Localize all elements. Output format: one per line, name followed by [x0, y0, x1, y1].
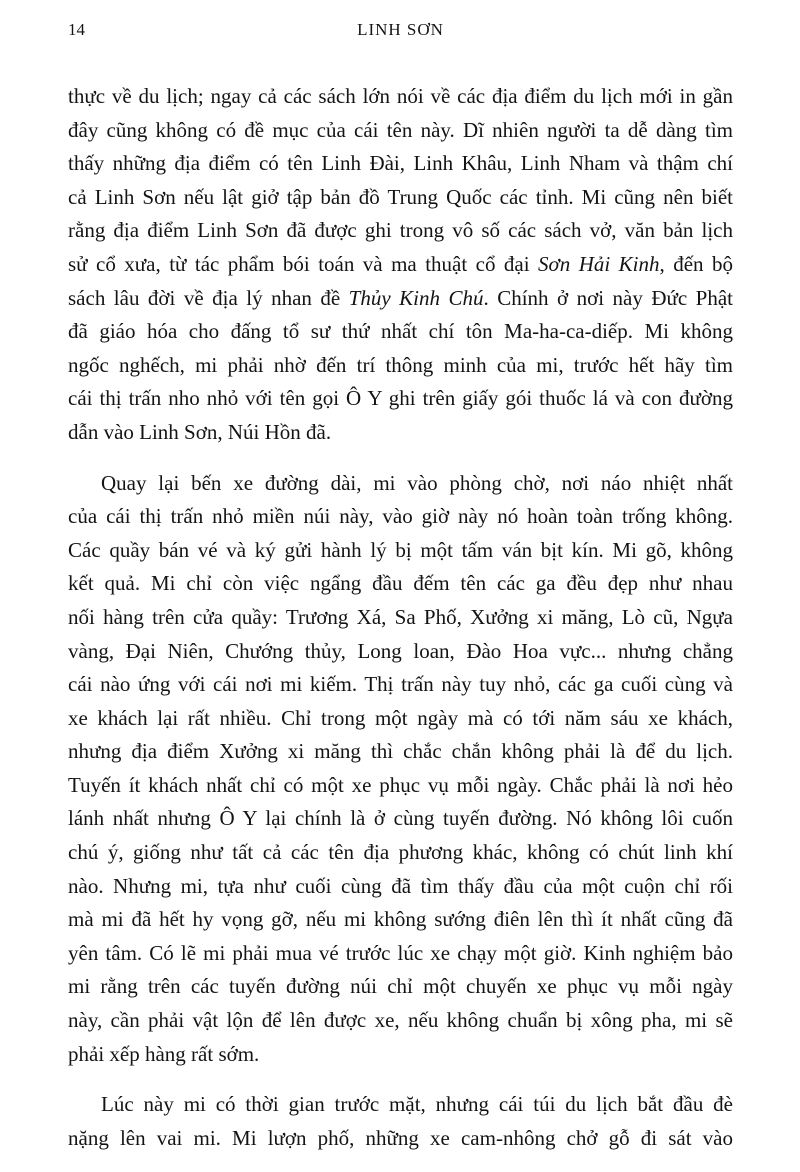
- text-line: cái nào ứng với cái nơi mi kiếm. Thị trấn này tuy nhỏ, các ga cuối cùng và: [68, 672, 733, 697]
- text-line: nối hàng trên cửa quầy: Trương Xá, Sa Phố, Xưởng xi măng, Lò cũ, Ngựa: [68, 604, 733, 629]
- text-line: nào. Nhưng mi, tựa như cuối cùng đã tìm thấy đầu của một cuộn chỉ rối: [68, 873, 733, 898]
- text-line: mi rằng trên các tuyến đường núi chỉ một chuyến xe phục vụ mỗi ngày: [68, 974, 733, 999]
- text-line: thấy những địa điểm có tên Linh Đài, Linh Khâu, Linh Nham và thậm chí: [68, 151, 733, 176]
- text-line: [68, 248, 733, 282]
- text-line: cái thị trấn nho nhỏ với tên gọi Ô Y ghi trên giấy gói thuốc lá và con đường: [68, 386, 733, 411]
- text-line: đã giáo hóa cho đấng tổ sư thứ nhất chí tôn Ma-ha-ca-diếp. Mi không: [68, 319, 733, 344]
- text-line: này, cần phải vật lộn để lên được xe, nếu không chuẩn bị xông pha, mi sẽ: [68, 1008, 733, 1033]
- italic-book-title: Sơn Hải Kinh: [538, 251, 660, 276]
- text-line: kết quả. Mi chỉ còn việc ngẩng đầu đếm tên các ga đều đẹp như nhau: [68, 571, 733, 596]
- text-line: đây cũng không có đề mục của cái tên này. Dĩ nhiên người ta dễ dàng tìm: [68, 117, 733, 142]
- text-line: vàng, Đại Niên, Chướng thủy, Long loan, Đào Hoa vực... nhưng chẳng: [68, 638, 733, 663]
- text-line: thực về du lịch; ngay cả các sách lớn nói về các địa điểm du lịch mới in gần: [68, 84, 733, 108]
- text-line: của cái thị trấn nhỏ miền núi này, vào giờ này nó hoàn toàn trống không.: [68, 504, 733, 529]
- paragraph: [68, 80, 733, 450]
- page-number: 14: [68, 20, 85, 39]
- text-line: yên tâm. Có lẽ mi phải mua vé trước lúc xe chạy một giờ. Kinh nghiệm bảo: [68, 940, 733, 965]
- text-line: lánh nhất nhưng Ô Y lại chính là ở cùng tuyến đường. Nó không lôi cuốn: [68, 806, 733, 831]
- text-segment: sử cổ xưa, từ tác phẩm bói toán và ma thuật cổ đại: [68, 251, 539, 276]
- text-line: cả Linh Sơn nếu lật giở tập bản đồ Trung Quốc các tỉnh. Mi cũng nên biết: [68, 184, 733, 209]
- text-segment: . Chính ở nơi này Đức Phật: [483, 285, 733, 310]
- paragraph: [68, 467, 733, 1072]
- text-line: xe khách lại rất nhiều. Chỉ trong một ngày mà có tới năm sáu xe khách,: [68, 705, 733, 730]
- text-line: rằng địa điểm Linh Sơn đã được ghi trong vô số các sách vở, văn bản lịch: [68, 218, 733, 243]
- text-line: ngốc nghếch, mi phải nhờ đến trí thông minh của mi, trước hết hãy tìm: [68, 352, 733, 377]
- text-segment: , đến bộ: [659, 251, 733, 276]
- text-line: nhưng địa điểm Xưởng xi măng thì chắc chắn không phải là để du lịch.: [68, 739, 733, 764]
- text-segment: sách lâu đời về địa lý nhan đề: [68, 285, 349, 310]
- text-line: Lúc này mi có thời gian trước mặt, nhưng cái túi du lịch bắt đầu đè: [101, 1092, 733, 1117]
- running-title: LINH SƠN: [357, 20, 444, 39]
- text-line: phải xếp hàng rất sớm.: [68, 1041, 260, 1066]
- text-line: Quay lại bến xe đường dài, mi vào phòng chờ, nơi náo nhiệt nhất: [101, 470, 733, 495]
- page-header: [68, 18, 733, 42]
- text-line: dẫn vào Linh Sơn, Núi Hồn đã.: [68, 419, 332, 444]
- text-line: nặng lên vai mi. Mi lượn phố, những xe cam-nhông chở gỗ đi sát vào: [68, 1125, 733, 1150]
- paragraph: [68, 1088, 733, 1155]
- body-text: [68, 80, 733, 1172]
- text-line: mà mi đã hết hy vọng gỡ, nếu mi không sướng điên lên thì ít nhất cũng đã: [68, 907, 733, 932]
- text-line: chú ý, giống như tất cả các tên địa phương khác, không có chút linh khí: [68, 840, 733, 865]
- text-line: Tuyến ít khách nhất chỉ có một xe phục vụ mỗi ngày. Chắc phải là nơi hẻo: [68, 772, 733, 797]
- text-line: [68, 282, 733, 316]
- italic-book-title: Thủy Kinh Chú: [348, 285, 484, 310]
- text-line: Các quầy bán vé và ký gửi hành lý bị một tấm ván bịt kín. Mi gõ, không: [68, 537, 733, 562]
